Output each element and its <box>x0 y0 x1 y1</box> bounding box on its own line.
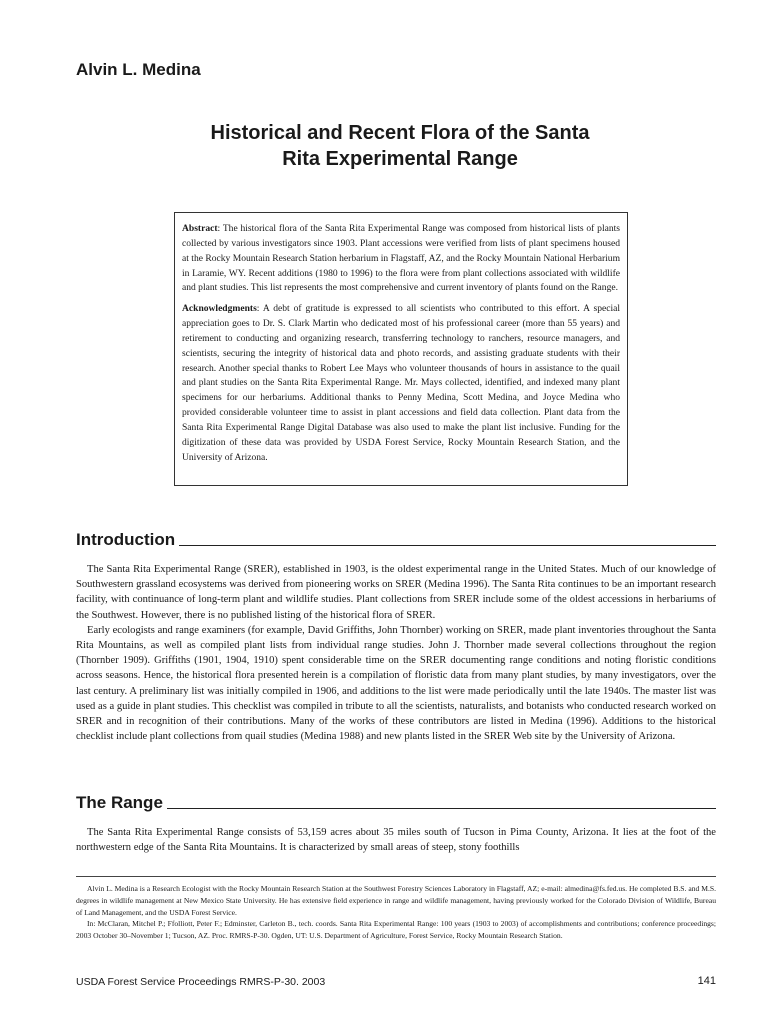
abstract-box <box>174 212 628 486</box>
footnote-paragraph-1: Alvin L. Medina is a Research Ecologist with the Rocky Mountain Research Station at the Southwest Forestry Sciences Laboratory in Flagstaff, AZ; e-mail: almedina@fs.fed.us. He completed B.S. and M.S. degrees in wildlife management at New Mexico State University. He has extensive field experience in range and wildlife management, having previously worked for the Colorado Division of Wildlife, Bureau of Land Management, and the USDA Forest Service. <box>76 884 716 917</box>
footer-publication: USDA Forest Service Proceedings RMRS-P-30. 2003 <box>76 976 326 988</box>
title-line-1: Historical and Recent Flora of the Santa <box>210 122 590 144</box>
the-range-paragraph-1: The Santa Rita Experimental Range consists of 53,159 acres about 35 miles south of Tucson in Pima County, Arizona. It lies at the foot of the northwestern edge of the Santa Rita Mountains. It is characterized by small areas of steep, stony foothills <box>76 827 716 854</box>
introduction-paragraph-2: Early ecologists and range examiners (for example, David Griffiths, John Thornber) working on SRER, made plant inventories throughout the Santa Rita Mountains, as well as compiled plant lists from individual range studies. John J. Thornber made several collections throughout the region (Thornber 1909). Griffiths (1901, 1904, 1910) spent considerable time on the SRER documenting range conditions and noting floristic conditions across seasons. Hence, the historical flora presented herein is a compilation of floristic data from many plant studies, by many investigators, over the last century. A preliminary list was initially compiled in 1906, and additions to the list were made periodically until the late 1940s. The master list was used as a guide in plant studies. This checklist was compiled in tribute to all the scientists, naturalists, and botanists who conducted research worked on SRER and in recognition of their contributions. Many of the works of these contributors are listed in Medina (1996). Additions to the historical checklist include plant collections from quail studies (Medina 1988) and new plants listed in the SRER Web site by the University of Arizona. <box>76 624 716 743</box>
introduction-heading-text: Introduction <box>76 530 176 549</box>
page-number: 141 <box>697 975 716 987</box>
acknowledgments-text: : A debt of gratitude is expressed to all scientists who contributed to this effort. A special appreciation goes to Dr. S. Clark Martin who dedicated most of his professional career (more than 55 years) and retirement to conducting and organizing research, transferring technology to ranchers, resource managers, and scientists, securing the integrity of historical data and photo records, and assisting graduate students with their research. Another special thanks to Robert Lee Mays who volunteer thousands of hours in assistance to the quail and plant studies on the Santa Rita Experimental Range. Mr. Mays collected, identified, and indexed many plant specimens for our herbariums. Additional thanks to Penny Medina, Scott Medina, and Joyce Medina who provided considerable volunteer time to assist in plant accessions and field data collection. Plant data from the Santa Rita Experimental Range Digital Database was also used to make the plant list inclusive. Funding for the digitization of these data was provided by USDA Forest Service, Rocky Mountain Research Station, and the University of Arizona. <box>182 303 620 463</box>
abstract-paragraph <box>182 222 620 296</box>
the-range-heading-text: The Range <box>76 793 163 812</box>
abstract-text: : The historical flora of the Santa Rita Experimental Range was composed from historical lists of plants collected by various investigators since 1903. Plant accessions were verified from lists of plant specimens housed at the Rocky Mountain Research Station herbarium in Flagstaff, AZ, and the Rocky Mountain National Herbarium in Laramie, WY. Recent additions (1980 to 1996) to the flora were from plant collections associated with wildlife and plant studies. This list represents the most comprehensive and current inventory of plants found on the Range. <box>182 223 620 294</box>
the-range-body <box>76 825 716 855</box>
heading-rule <box>167 808 716 809</box>
acknowledgments-label: Acknowledgments <box>182 303 257 315</box>
footnote-divider <box>76 876 716 877</box>
footnote-paragraph-2: In: McClaran, Mitchel P.; Ffolliott, Peter F.; Edminster, Carleton B., tech. coords. Santa Rita Experimental Range: 100 years (1903 to 2003) of accomplishments and contributions; conference proceedings; 2003 October 30–November 1; Tucson, AZ. Proc. RMRS-P-30. Ogden, UT: U.S. Department of Agriculture, Forest Service, Rocky Mountain Research Station. <box>76 919 716 941</box>
paper-title <box>150 120 650 172</box>
author-footnote <box>76 883 716 942</box>
introduction-heading <box>76 530 716 550</box>
acknowledgments-paragraph <box>182 302 620 465</box>
the-range-heading <box>76 793 716 813</box>
heading-rule <box>179 545 716 546</box>
introduction-paragraph-1: The Santa Rita Experimental Range (SRER), established in 1903, is the oldest experimental range in the United States. Much of our knowledge of Southwestern grassland ecosystems was derived from pioneering works on SRER (Medina 1996). The Santa Rita continues to be an important research facility, with continuance of long-term plant and wildlife studies. Plant collections from SRER include some of the oldest accessions in herbariums of the Southwest. However, there is no published listing of the historical flora of SRER. <box>76 564 716 621</box>
title-line-2: Rita Experimental Range <box>282 148 518 170</box>
introduction-body <box>76 562 716 744</box>
author-name: Alvin L. Medina <box>76 60 201 79</box>
abstract-label: Abstract <box>182 223 218 234</box>
